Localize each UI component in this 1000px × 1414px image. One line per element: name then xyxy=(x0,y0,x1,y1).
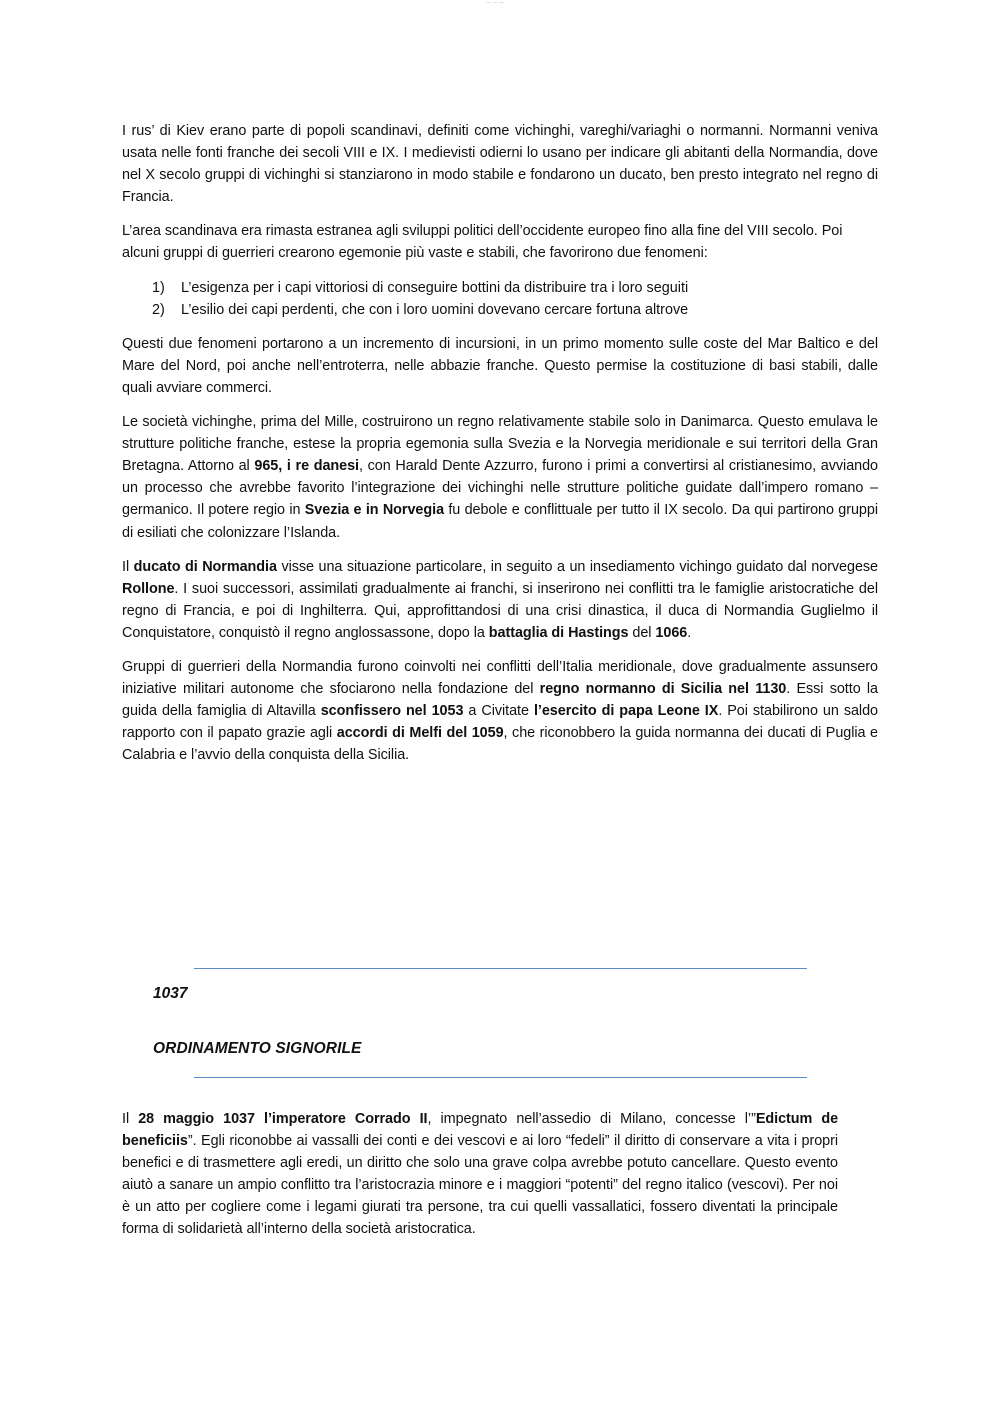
bold-text: l’esercito di papa Leone IX xyxy=(533,703,719,720)
text-run: , che riconobbero la guida normanna dei ducati di Puglia e Calabria e l’avvio della conquista della Sicilia. xyxy=(122,725,879,764)
text-run: fu debole e conflittuale per tutto il IX secolo. Da qui partirono gruppi di esiliati che colonizzare l’Islanda. xyxy=(122,502,878,541)
text-run: , con Harald Dente Azzurro, furono i primi a convertirsi al cristianesimo, avviando un processo che avrebbe favorito l’integrazione dei vichinghi nelle strutture politiche guidate dall’impero romano – germanico. Il potere regio in xyxy=(122,458,879,519)
section-body xyxy=(122,1108,838,1253)
text-run: ”. Egli riconobbe ai vassalli dei conti e dei vescovi e ai loro “fedeli” il diritto di conservare a vita i propri benefici e di trasmettere agli eredi, un diritto che solo una grave colpa avrebbe potuto cancellare. Questo evento aiutò a sanare un ampio conflitto tra l’aristocrazia minore e i maggiori “potenti” del regno italico (vescovi). Per noi è un atto per cogliere come i legami giurati tra persone, tra cui quelli vassallatici, fossero diventati la principale forma di solidarietà all’interno della società aristocratica. xyxy=(122,1133,838,1238)
bold-text: Rollone xyxy=(122,580,175,597)
text-run: . Poi stabilirono un saldo rapporto con il papato grazie agli xyxy=(122,703,878,742)
bold-text: battaglia di Hastings xyxy=(488,624,629,641)
paragraph-edictum xyxy=(122,1108,838,1241)
paragraph-societa-vichinghe xyxy=(122,411,878,544)
list-item-text: L’esilio dei capi perdenti, che con i loro uomini dovevano cercare fortuna altrove xyxy=(181,301,689,318)
text-run: Il xyxy=(122,558,134,575)
text-run: del xyxy=(628,624,656,641)
paragraph-area-scandinava: L’area scandinava era rimasta estranea agli sviluppi politici dell’occidente europeo fino alla fine del VIII secolo. Poi alcuni gruppi di guerrieri crearono egemonie più vaste e stabili, che favorirono due fenomeni: xyxy=(122,223,843,262)
bold-text: 965 xyxy=(254,458,279,475)
text-run: , impegnato nell’assedio di Milano, concesse l’” xyxy=(427,1111,756,1127)
list-item-number: 1) xyxy=(152,279,165,296)
bold-text: Edictum de beneficiis xyxy=(122,1111,839,1150)
text-run: . xyxy=(687,624,692,641)
bold-text: Svezia e in Norvegia xyxy=(304,502,445,519)
paragraph-incursioni: Questi due fenomeni portarono a un incremento di incursioni, in un primo momento sulle coste del Mar Baltico e del Mare del Nord, poi anche nell’entroterra, nelle abbazie franche. Questo permise la costituzione di basi stabili, dalle quali avviare commerci. xyxy=(122,335,878,396)
bold-text: ducato di Normandia xyxy=(133,558,277,575)
section-title: ORDINAMENTO SIGNORILE xyxy=(153,1040,362,1057)
section-year: 1037 xyxy=(153,985,188,1002)
list-item xyxy=(152,299,878,321)
text-run: Le società vichinghe, prima del Mille, costruirono un regno relativamente stabile solo in Danimarca. Questo emulava le strutture politiche franche, estese la propria egemonia sulla Svezia e la Norvegia meridionale e sui territori della Gran Bretagna. Attorno al xyxy=(122,414,878,475)
text-run: a Civitate xyxy=(463,703,534,720)
list-item xyxy=(152,277,878,299)
bold-text: accordi di Melfi del 1059 xyxy=(336,725,504,742)
text-run: Gruppi di guerrieri della Normandia furono coinvolti nei conflitti dell’Italia meridionale, dove gradualmente assunsero iniziative militari autonome che sfociarono nella fondazione del xyxy=(122,658,878,698)
paragraph-ducato-normandia xyxy=(122,556,878,644)
section-top-rule xyxy=(194,968,807,969)
page-header-mark: — — — xyxy=(486,0,505,6)
text-run: Il xyxy=(122,1111,139,1127)
bold-text: sconfissero nel 1053 xyxy=(320,703,464,720)
list-item-number: 2) xyxy=(152,301,165,318)
bold-text: 1066 xyxy=(655,624,688,641)
phenomena-list xyxy=(122,277,878,321)
bold-text: 28 maggio 1037 l’imperatore Corrado II xyxy=(138,1111,428,1127)
bold-text: regno normanno di Sicilia nel 1130 xyxy=(539,681,787,698)
bold-text: , xyxy=(278,458,287,475)
text-run: . Essi sotto la guida della famiglia di Altavilla xyxy=(122,681,879,720)
paragraph-italia-meridionale xyxy=(122,656,878,766)
section-bottom-rule xyxy=(194,1077,807,1078)
bold-text: i re danesi xyxy=(286,458,360,475)
paragraph-rus-kiev: I rus’ di Kiev erano parte di popoli scandinavi, definiti come vichinghi, vareghi/variaghi o normanni. Normanni veniva usata nelle fonti franche dei secoli VIII e IX. I medievisti odierni lo usano per indicare gli abitanti della Normandia, dove nel X secolo gruppi di vichinghi si stanziarono in modo stabile e fondarono un ducato, ben presto integrato nel regno di Francia. xyxy=(122,123,878,206)
text-run: visse una situazione particolare, in seguito a un insediamento vichingo guidato dal norvegese xyxy=(276,558,879,575)
list-item-text: L’esigenza per i capi vittoriosi di conseguire bottini da distribuire tra i loro seguiti xyxy=(181,279,689,296)
document-body xyxy=(122,120,878,778)
text-run: . I suoi successori, assimilati gradualmente ai franchi, si inserirono nei conflitti tra le famiglie aristocratiche del regno di Francia, e poi di Inghilterra. Qui, approfittandosi di una crisi dinastica, il duca di Normandia Guglielmo il Conquistatore, conquistò il regno anglossassone, dopo la xyxy=(122,580,878,641)
